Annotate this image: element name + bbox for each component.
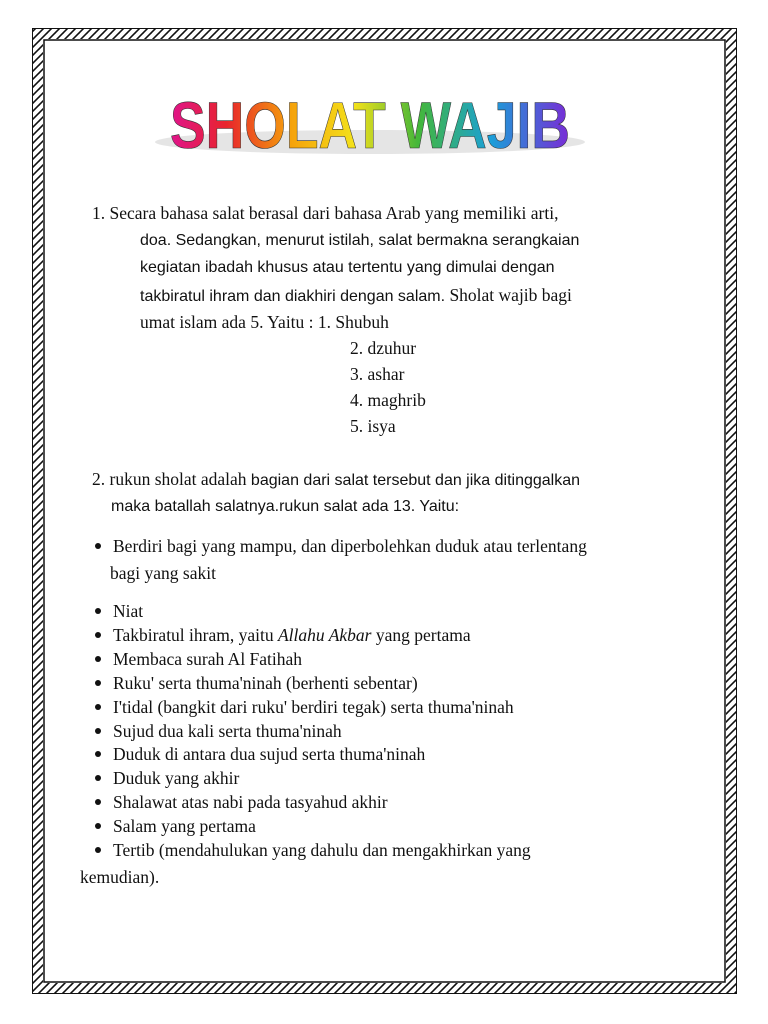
section2-lead: [92, 469, 580, 491]
bullet-icon: [95, 775, 101, 781]
prayer-item: 4. maghrib: [350, 390, 426, 410]
rukun-list-item: Ruku' serta thuma'ninah (berhenti sebentar): [92, 673, 418, 693]
section1-lead: 1. Secara bahasa salat berasal dari bahasa Arab yang memiliki arti,: [92, 203, 559, 223]
rukun-list-item: I'tidal (bangkit dari ruku' berdiri tegak) serta thuma'ninah: [92, 697, 514, 717]
bullet-icon: [95, 728, 101, 734]
bullet-icon: [95, 799, 101, 805]
prayer-item: 5. isya: [350, 416, 396, 436]
rukun-list-item: Sujud dua kali serta thuma'ninah: [92, 721, 342, 741]
bullet-icon: [95, 704, 101, 710]
bullet-icon: [95, 543, 101, 549]
prayer-item: 2. dzuhur: [350, 338, 417, 358]
section2-lead-sans: bagian dari salat tersebut dan jika ditinggalkan: [250, 472, 581, 489]
rukun-list-item: Salam yang pertama: [92, 816, 256, 836]
section1-line2: doa. Sedangkan, menurut istilah, salat bermakna serangkaian: [140, 232, 580, 249]
page-title: SHOLAT WAJIB: [170, 88, 570, 162]
rukun-list-item: Niat: [92, 601, 143, 621]
rukun-list-item: Membaca surah Al Fatihah: [92, 649, 302, 669]
bullet-icon: [95, 680, 101, 686]
rukun-list-item-continuation: bagi yang sakit: [110, 563, 216, 583]
bullet-icon: [95, 847, 101, 853]
bullet-icon: [95, 632, 101, 638]
section2-line2: maka batallah salatnya.rukun salat ada 13. Yaitu:: [111, 498, 460, 515]
prayer-item: 3. ashar: [350, 364, 405, 384]
rukun-list-item: Takbiratul ihram, yaitu Allahu Akbar yang pertama: [92, 625, 471, 645]
section2-lead-serif: 2. rukun sholat adalah: [92, 469, 247, 489]
bullet-icon: [95, 656, 101, 662]
title-wordart: [150, 82, 590, 162]
rukun-list-item: Berdiri bagi yang mampu, dan diperbolehkan duduk atau terlentang: [92, 536, 587, 556]
section1-line4-serif: Sholat wajib bagi: [449, 285, 572, 305]
section1-line4-sans: takbiratul ihram dan diakhiri dengan salam.: [140, 288, 446, 305]
section1-line4: [140, 285, 572, 307]
rukun-list-item: Tertib (mendahulukan yang dahulu dan mengakhirkan yang: [92, 840, 531, 860]
rukun-list-item-continuation: kemudian).: [80, 867, 160, 887]
bullet-icon: [95, 823, 101, 829]
rukun-list-item: Shalawat atas nabi pada tasyahud akhir: [92, 792, 388, 812]
section1-line5: umat islam ada 5. Yaitu : 1. Shubuh: [140, 312, 389, 332]
section1-line3: kegiatan ibadah khusus atau tertentu yang dimulai dengan: [140, 259, 555, 276]
bullet-icon: [95, 608, 101, 614]
rukun-list-item: Duduk yang akhir: [92, 768, 239, 788]
bullet-icon: [95, 751, 101, 757]
rukun-list-item: Duduk di antara dua sujud serta thuma'ninah: [92, 744, 425, 764]
